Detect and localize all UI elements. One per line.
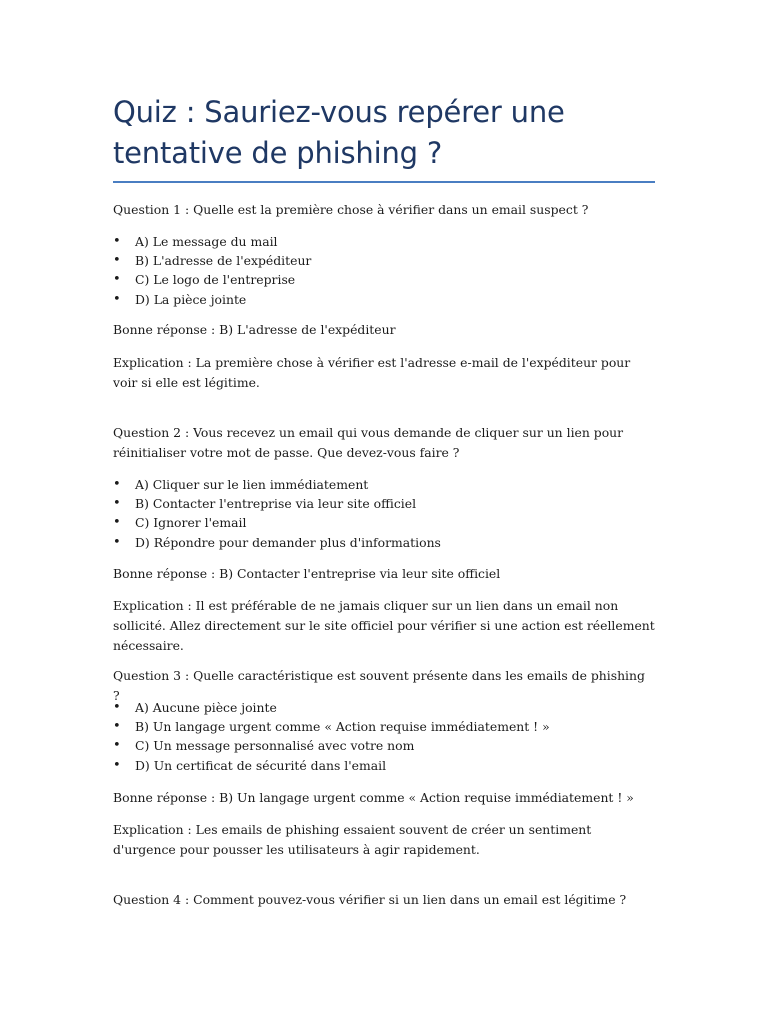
bullet-icon: • (113, 291, 121, 307)
list-item: • B) L'adresse de l'expéditeur (113, 251, 655, 270)
list-item: • C) Ignorer l'email (113, 513, 655, 532)
list-item: • B) Contacter l'entreprise via leur site officiel (113, 494, 655, 513)
list-item: • B) Un langage urgent comme « Action requise immédiatement ! » (113, 717, 655, 736)
answer-block-3 (113, 788, 655, 808)
explanation-block-2 (113, 596, 655, 656)
question-text: Question 3 : Quelle caractéristique est souvent présente dans les emails de phishing ? (113, 668, 645, 703)
explanation-text: Explication : La première chose à vérifier est l'adresse e-mail de l'expéditeur pour voir si elle est légitime. (113, 355, 631, 390)
question-block-2 (113, 423, 655, 463)
bullet-icon: • (113, 515, 121, 531)
answer-block-1 (113, 320, 655, 340)
question-block-4 (113, 890, 655, 910)
bullet-icon: • (113, 477, 121, 492)
explanation-text: Explication : Les emails de phishing essaient souvent de créer un sentiment d'urgence pour pousser les utilisateurs à agir rapidement. (113, 822, 592, 857)
bullet-icon: • (113, 534, 121, 550)
title-underline (113, 181, 655, 183)
options-list-2 (113, 475, 655, 552)
answer-block-2 (113, 564, 655, 584)
page-title (113, 92, 655, 174)
list-item: • A) Aucune pièce jointe (113, 698, 655, 717)
list-item: • C) Un message personnalisé avec votre nom (113, 736, 655, 755)
bullet-icon: • (113, 719, 121, 735)
list-item: • D) Un certificat de sécurité dans l'email (113, 756, 655, 775)
question-block-1 (113, 200, 655, 220)
document-page (113, 92, 655, 907)
explanation-block-1 (113, 353, 655, 393)
bullet-icon: • (113, 496, 121, 512)
list-item: • C) Le logo de l'entreprise (113, 270, 655, 289)
options-list-3 (113, 698, 655, 775)
question-text: Question 2 : Vous recevez un email qui vous demande de cliquer sur un lien pour réinitialiser votre mot de passe. Que devez-vous faire ? (113, 425, 624, 460)
answer-text: Bonne réponse : B) Un langage urgent comme « Action requise immédiatement ! » (113, 790, 634, 805)
answer-text: Bonne réponse : B) Contacter l'entreprise via leur site officiel (113, 566, 501, 581)
bullet-icon: • (113, 272, 121, 288)
list-item: • D) Répondre pour demander plus d'informations (113, 533, 655, 552)
title-line-2: tentative de phishing ? (113, 136, 443, 170)
bullet-icon: • (113, 757, 121, 773)
bullet-icon: • (113, 253, 121, 269)
bullet-icon: • (113, 234, 121, 249)
list-item: • D) La pièce jointe (113, 290, 655, 309)
explanation-block-3 (113, 820, 655, 860)
question-text: Question 4 : Comment pouvez-vous vérifier si un lien dans un email est légitime ? (113, 892, 627, 907)
bullet-icon: • (113, 700, 121, 715)
title-line-1: Quiz : Sauriez-vous repérer une (113, 95, 565, 129)
options-list-1 (113, 232, 655, 309)
question-text: Question 1 : Quelle est la première chose à vérifier dans un email suspect ? (113, 202, 589, 217)
list-item: • A) Le message du mail (113, 232, 655, 251)
explanation-text: Explication : Il est préférable de ne jamais cliquer sur un lien dans un email non sollicité. Allez directement sur le site officiel pour vérifier si une action est réellement nécessaire. (113, 598, 655, 653)
bullet-icon: • (113, 738, 121, 754)
list-item: • A) Cliquer sur le lien immédiatement (113, 475, 655, 494)
answer-text: Bonne réponse : B) L'adresse de l'expéditeur (113, 322, 396, 337)
